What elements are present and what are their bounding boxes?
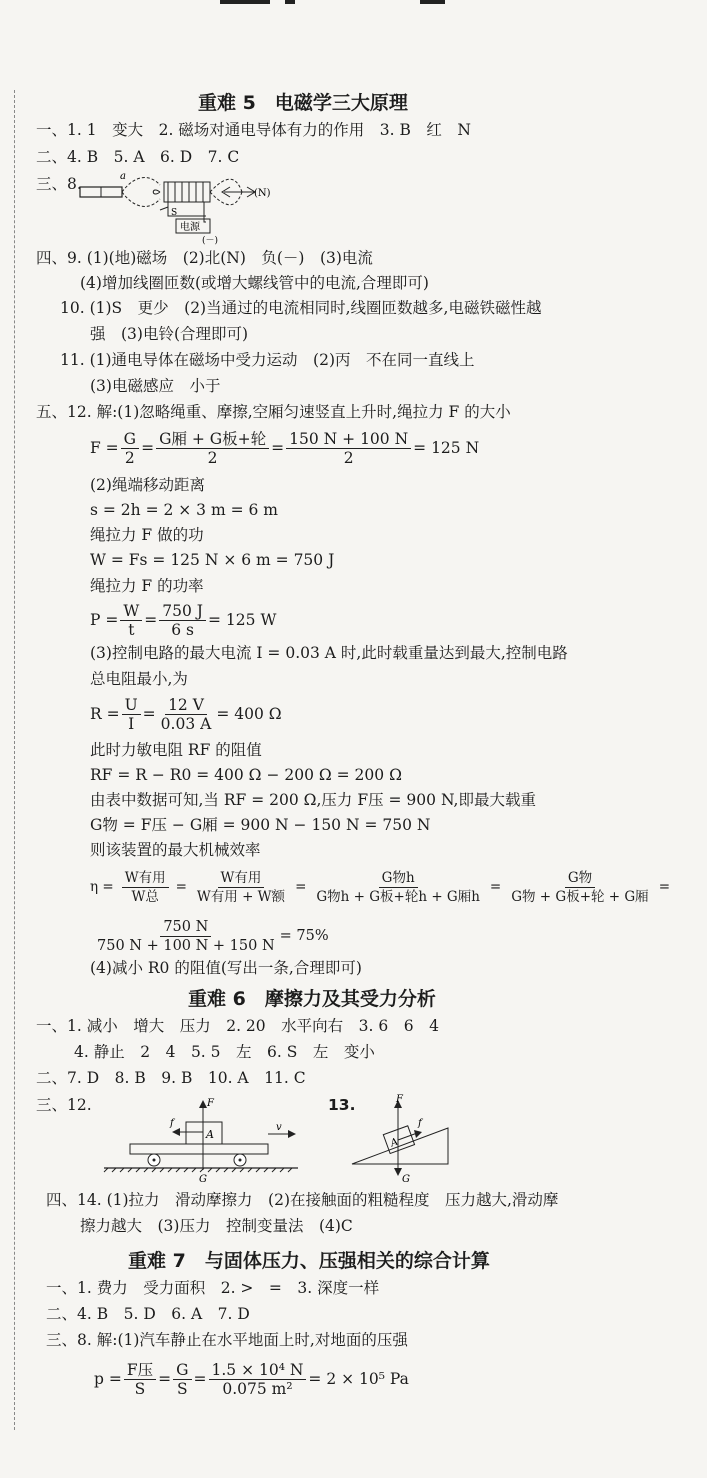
answer-line: 二、7. D 8. B 9. B 10. A 11. C [36,1069,306,1087]
polarity-label: (－) [202,236,219,245]
switch-s-label: S [171,208,178,218]
equation-pressure: p = $\frac{\text{F压}}{S}$ = $\frac{G}{S}$ = $\frac{\text{1.5 × 10⁴ N}}{\text{0.075 m²}}$ = 2 × 10⁵ Pa [94,1360,409,1398]
answer-line: RF = R − R0 = 400 Ω − 200 Ω = 200 Ω [90,766,402,784]
answer-line: (2)绳端移动距离 [90,476,205,494]
answer-line: 四、9. (1)(地)磁场 (2)北(N) 负(－) (3)电流 [36,249,373,267]
equation-efficiency-result: $\frac{750 N}{750 N + 100 N + 150 N}$ = 75% [97,918,329,954]
force-f-up-label: F [396,1094,403,1105]
section-title-7: 重难 7 与固体压力、压强相关的综合计算 [128,1250,490,1272]
force-f-up-label: F [207,1098,214,1109]
answer-line: (3)控制电路的最大电流 I = 0.03 A 时,此时载重量达到最大,控制电路 [90,644,568,662]
answer-line: W = Fs = 125 N × 6 m = 750 J [90,551,335,569]
answer-line: 强 (3)电铃(合理即可) [90,325,249,343]
answer-line: 4. 静止 2 4 5. 5 左 6. S 左 变小 [74,1043,375,1061]
answer-line: G物 = F压 − G厢 = 900 N − 150 N = 750 N [90,816,431,834]
answer-line: (4)减小 R0 的阻值(写出一条,合理即可) [90,959,362,977]
answer-line: 一、1. 1 变大 2. 磁场对通电导体有力的作用 3. B 红 N [36,121,471,139]
section-title-6: 重难 6 摩擦力及其受力分析 [188,988,436,1010]
answer-line: 二、4. B 5. A 6. D 7. C [36,148,240,166]
block-a-label: A [206,1128,214,1141]
top-edge-mark [285,0,295,4]
top-edge-mark [420,0,445,4]
answer-line: 擦力越大 (3)压力 控制变量法 (4)C [80,1217,353,1235]
top-edge-mark [220,0,270,4]
answer-line: 一、1. 减小 增大 压力 2. 20 水平向右 3. 6 6 4 [36,1017,439,1035]
incline-force-diagram [350,1092,460,1188]
equation-efficiency: η = $\frac{\text{W有用}}{\text{W总}}$ = $\frac{\text{W有用}}{\text{W有用 + W额}}$ = $\frac{\text{G物h}}{\text{G物h + G板+轮h + G厢h}}$ = $\frac{\text{G物}}{\text{G物 + G板+轮 + G厢}}$ = [90,869,670,905]
answer-line: 则该装置的最大机械效率 [90,841,261,859]
answer-line: 绳拉力 F 的功率 [90,577,204,595]
answer-line: 四、14. (1)拉力 滑动摩擦力 (2)在接触面的粗糙程度 压力越大,滑动摩 [46,1191,559,1209]
electromagnet-diagram [76,165,286,245]
answer-line: 此时力敏电阻 RF 的阻值 [90,741,262,759]
power-source-label: 电源 [180,222,200,233]
answer-line: s = 2h = 2 × 3 m = 6 m [90,501,278,519]
gravity-label: G [402,1174,410,1185]
answer-line: (3)电磁感应 小于 [90,377,221,395]
equation-resistance: R = $\frac{U}{I}$ = $\frac{12 V}{0.03 A}$ = 400 Ω [90,695,282,733]
answer-line: 三、8. [36,175,82,193]
answer-line: 绳拉力 F 做的功 [90,526,204,544]
answer-line: 总电阻最小,为 [90,670,188,688]
cart-force-diagram [98,1092,310,1184]
answer-line: 10. (1)S 更少 (2)当通过的电流相同时,线圈匝数越多,电磁铁磁性越 [60,299,542,317]
answer-line: 11. (1)通电导体在磁场中受力运动 (2)丙 不在同一直线上 [60,351,475,369]
answer-line: 三、12. [36,1096,92,1114]
equation-power: P = $\frac{W}{t}$ = $\frac{750 J}{6 s}$ = 125 W [90,601,277,639]
answer-line: 三、8. 解:(1)汽车静止在水平地面上时,对地面的压强 [46,1331,408,1349]
section-title-5: 重难 5 电磁学三大原理 [198,92,408,114]
equation-force: F = $\frac{G}{2}$ = $\frac{\text{G厢 + G板+轮}}{2}$ = $\frac{150 N + 100 N}{2}$ = 125 N [90,429,480,467]
gravity-label: G [199,1174,207,1184]
pole-n-label: (N) [254,188,271,199]
point-a-label: a [120,171,126,182]
friction-label: f [170,1118,174,1129]
answer-line: (4)增加线圈匝数(或增大螺线管中的电流,合理即可) [80,274,429,292]
answer-line: 二、4. B 5. D 6. A 7. D [46,1305,250,1323]
answer-line: 五、12. 解:(1)忽略绳重、摩擦,空厢匀速竖直上升时,绳拉力 F 的大小 [36,403,511,421]
answer-line: 一、1. 费力 受力面积 2. > = 3. 深度一样 [46,1279,380,1297]
velocity-label: v [276,1122,282,1133]
question-number: 13. [328,1096,356,1114]
friction-label: f [418,1118,422,1129]
margin-dashed-line [14,90,15,1430]
answer-line: 由表中数据可知,当 RF = 200 Ω,压力 F压 = 900 N,即最大载重 [90,791,536,809]
block-a-label: A [389,1136,400,1150]
